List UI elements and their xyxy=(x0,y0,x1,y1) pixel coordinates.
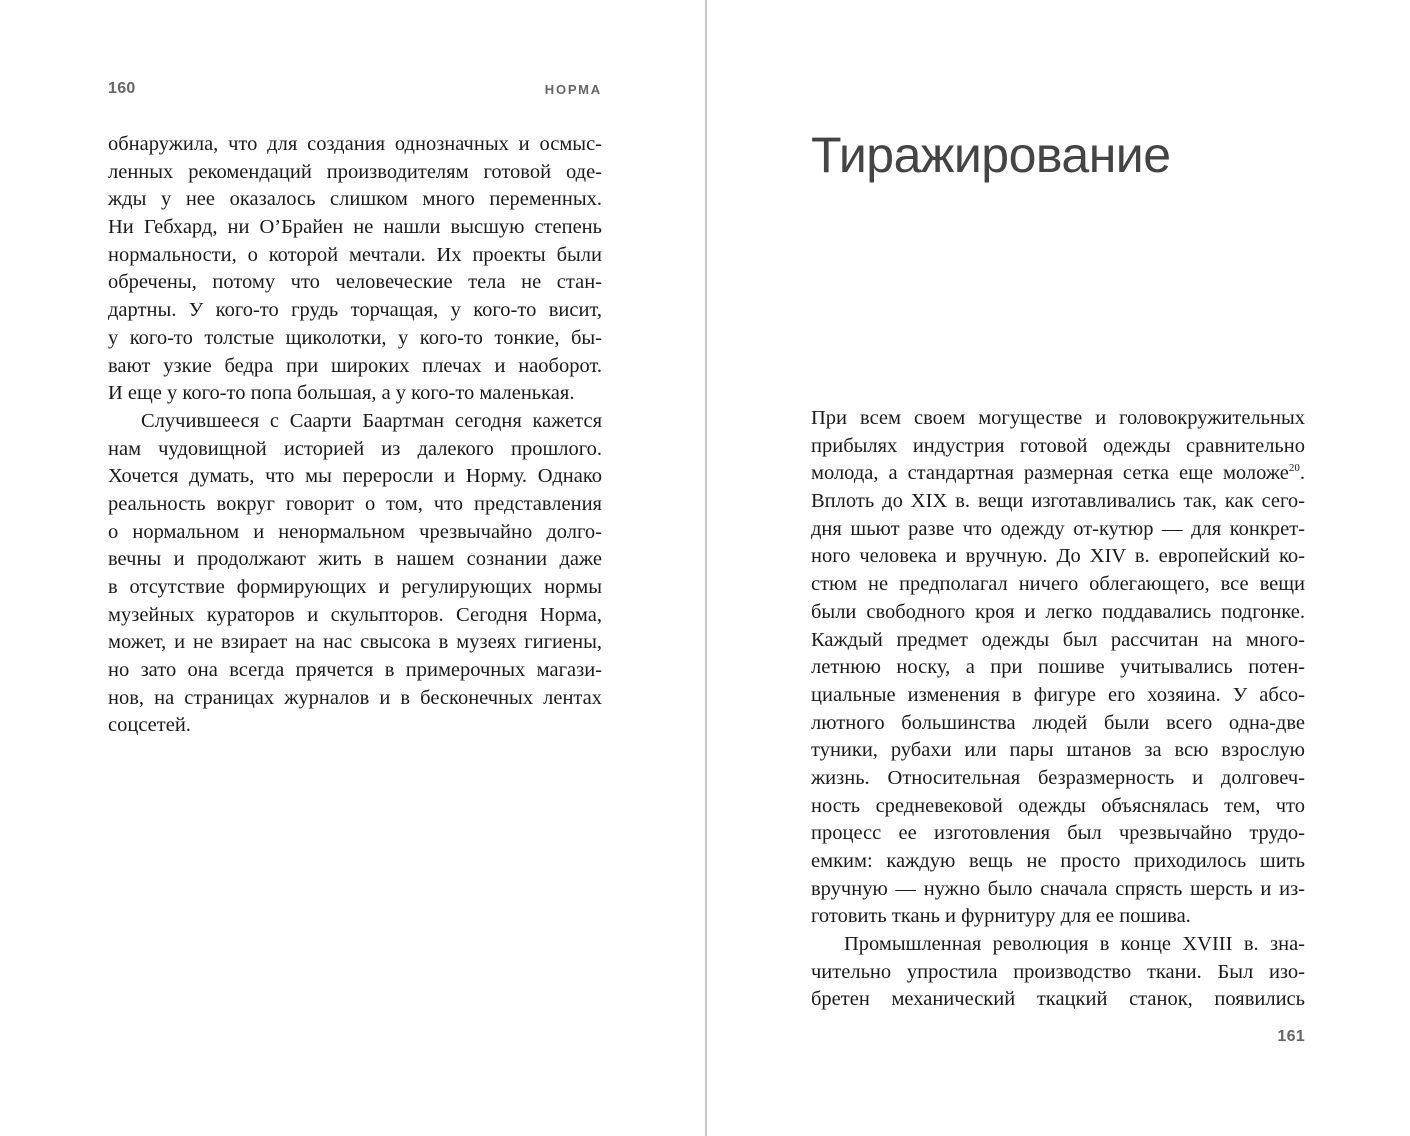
text-line: вечны и продолжают жить в нашем сознании даже xyxy=(108,548,602,571)
text-line: Ни Гебхард, ни О’Брайен не нашли высшую степень xyxy=(108,216,602,239)
text-line: процесс ее изготовления был чрезвычайно трудо- xyxy=(811,822,1305,845)
text-line: лютного большинства людей были всего одна-две xyxy=(811,711,1305,734)
text-line: жизнь. Относительная безразмерность и долговеч- xyxy=(811,766,1305,789)
chapter-title: Тиражирование xyxy=(811,127,1171,183)
text-line: Случившееся с Саарти Баартман сегодня кажется xyxy=(141,409,602,432)
text-line: у кого-то толстые щиколотки, у кого-то тонкие, бы- xyxy=(108,326,602,349)
text-line: но зато она всегда прячется в примерочных магази- xyxy=(108,659,602,682)
text-line: нормальности, о которой мечтали. Их проекты были xyxy=(108,243,602,266)
body-text-right xyxy=(811,405,1305,1014)
text-line-with-footnote xyxy=(811,460,1305,488)
text-line: вручную — нужно было сначала спрясть шерсть и из- xyxy=(811,877,1305,900)
running-head-left xyxy=(108,80,602,102)
text-line: нам чудовищной историей из далекого прошлого. xyxy=(108,437,602,460)
text-line: И еще у кого-то попа большая, а у кого-то маленькая. xyxy=(108,382,575,405)
text-line: стюм не предполагал ничего облегающего, все вещи xyxy=(811,573,1305,596)
text-line: циальные изменения в фигуре его хозяина. У абсо- xyxy=(811,683,1305,706)
text-line: обречены, потому что человеческие тела не стан- xyxy=(108,271,602,294)
text-line: в отсутствие формирующих и регулирующих нормы xyxy=(108,576,602,598)
text-line: обнаружила, что для создания однозначных и осмыс- xyxy=(108,133,602,155)
text-line: При всем своем могуществе и головокружительных xyxy=(811,407,1305,429)
page-number-right: 161 xyxy=(1277,1028,1305,1045)
text-line: о нормальном и ненормальном чрезвычайно долго- xyxy=(108,520,602,543)
text-line: ленных рекомендаций производителям готовой оде- xyxy=(108,160,602,183)
text-line: ность средневековой одежды объяснялась тем, что xyxy=(811,794,1305,817)
text-line: жды у нее оказалось слишком много переменных. xyxy=(108,188,602,211)
text-line: летнюю носку, а при пошиве учитывались потен- xyxy=(811,656,1305,679)
text-line: реальность вокруг говорит о том, что представления xyxy=(108,492,602,515)
text-line: ного человека и вручную. До XIV в. европейский ко- xyxy=(811,545,1305,568)
text-line: музейных кураторов и скульпторов. Сегодня Норма, xyxy=(108,603,602,626)
text-line: Промышленная революция в конце XVIII в. зна- xyxy=(844,933,1305,956)
body-text-left xyxy=(108,131,602,740)
text-line: были свободного кроя и легко поддавались подгонке. xyxy=(811,600,1305,623)
text-line: может, и не взирает на нас свысока в музеях гигиены, xyxy=(108,631,602,654)
text-line: дня шьют разве что одежду от-кутюр — для конкрет- xyxy=(811,517,1305,540)
text-line: Вплоть до XIX в. вещи изготавливались так, как сего- xyxy=(811,490,1305,513)
running-title: НОРМА xyxy=(544,82,602,97)
text-line: бретен механический ткацкий станок, появились xyxy=(811,988,1305,1011)
text-line: нов, на страницах журналов и в бесконечных лентах xyxy=(108,686,602,709)
text-line: туники, рубахи или пары штанов за всю взрослую xyxy=(811,739,1305,762)
right-page xyxy=(707,0,1410,1136)
footnote-marker: 20 xyxy=(1288,462,1300,475)
text-line: Каждый предмет одежды был рассчитан на много- xyxy=(811,628,1305,651)
text-fragment: молода, а стандартная размерная сетка еще моложе xyxy=(811,462,1289,485)
text-line: Хочется думать, что мы переросли и Норму. Однако xyxy=(108,465,602,488)
text-line: емким: каждую вещь не просто приходилось шить xyxy=(811,850,1305,872)
text-fragment: . xyxy=(1299,462,1305,485)
text-line: готовить ткань и фурнитуру для ее пошива. xyxy=(811,905,1191,928)
text-line: чительно упростила производство ткани. Был изо- xyxy=(811,960,1305,983)
page-number-left: 160 xyxy=(108,80,136,97)
text-line: прибылях индустрия готовой одежды сравнительно xyxy=(811,434,1305,457)
text-line: соцсетей. xyxy=(108,714,191,737)
text-line: дартны. У кого-то грудь торчащая, у кого-то висит, xyxy=(108,299,602,322)
text-line: вают узкие бедра при широких плечах и наоборот. xyxy=(108,354,602,377)
